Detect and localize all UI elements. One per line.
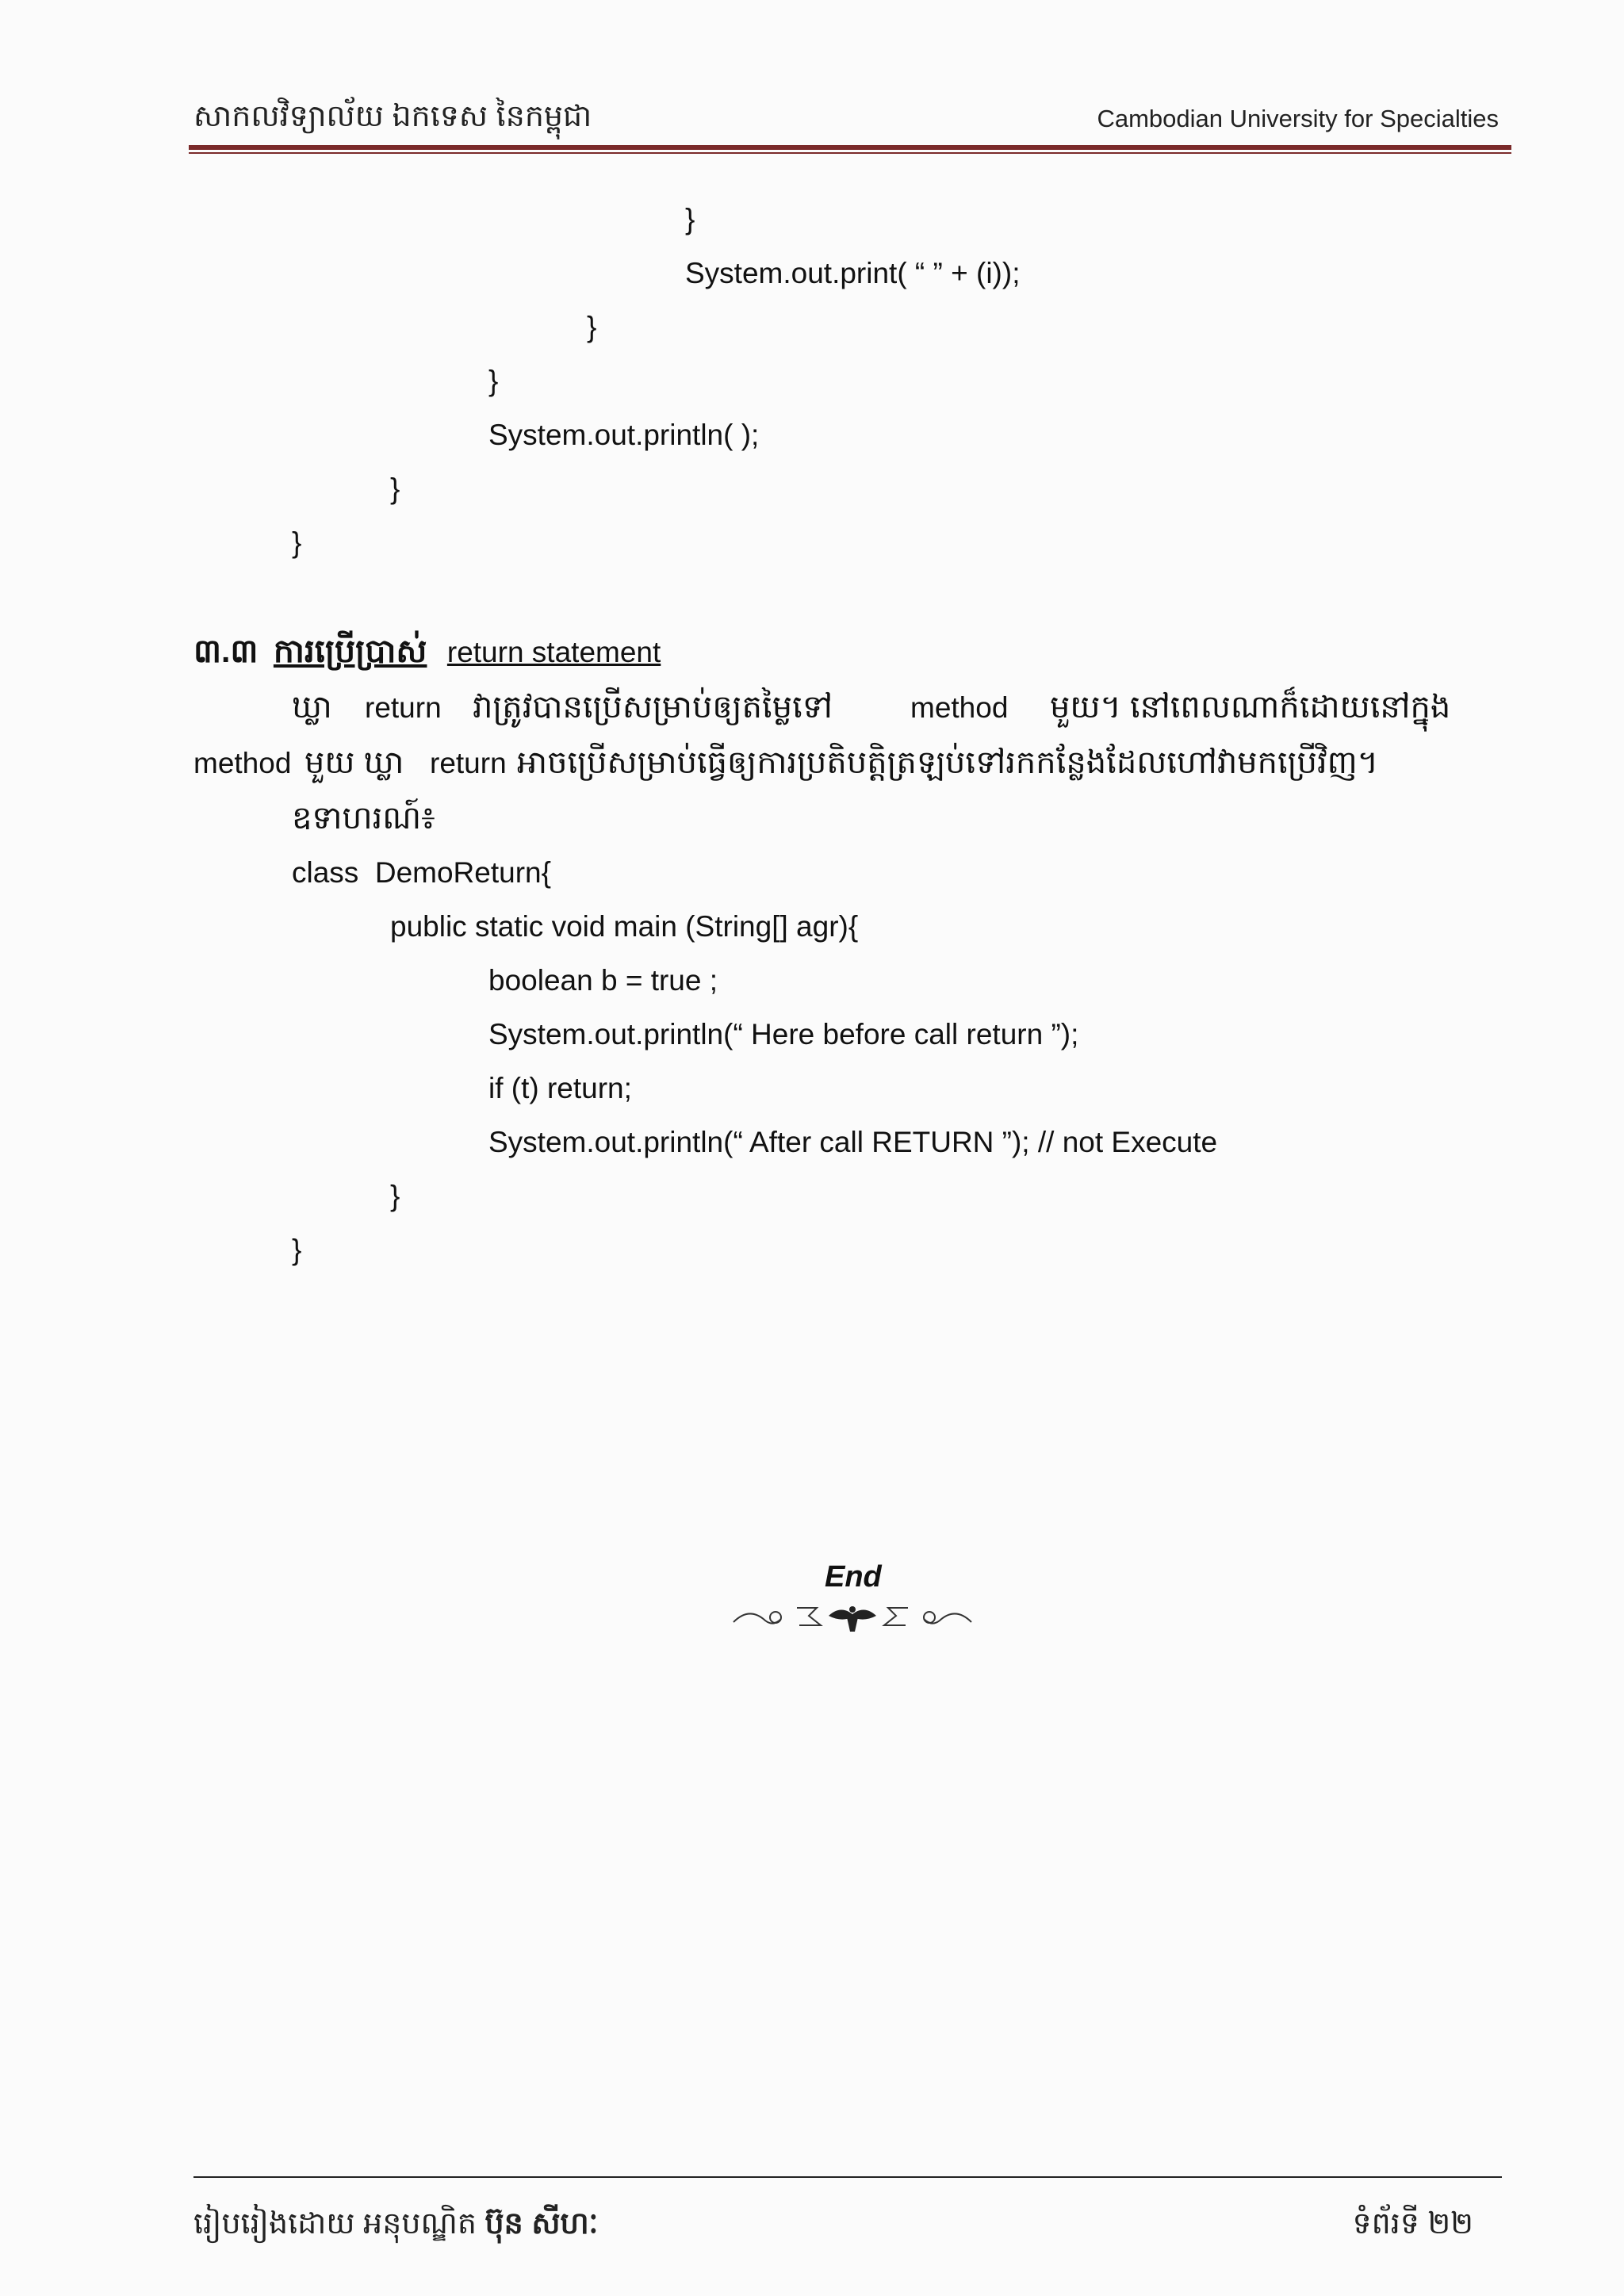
paragraph-text: return bbox=[365, 691, 442, 724]
code-line: } bbox=[685, 203, 695, 235]
code-line: System.out.println(“ After call RETURN ”); // not Execute bbox=[488, 1126, 1218, 1158]
header-university-en: Cambodian University for Specialties bbox=[1097, 105, 1499, 132]
paragraph-text: method bbox=[193, 747, 292, 779]
header-rule-thin bbox=[189, 152, 1511, 154]
footer-rule bbox=[193, 2176, 1502, 2178]
paragraph-text: អាចប្រើសម្រាប់ធ្វើឲ្យការប្រតិបត្តិត្រឡប់ទៅរកកន្លែងដែលហៅវាមកប្រើវិញ។ bbox=[517, 745, 1379, 780]
footer-author bbox=[193, 2204, 598, 2248]
footer-author-name: ប៊ុន សីហៈ bbox=[485, 2207, 599, 2241]
section-number: ៣.៣ bbox=[193, 633, 259, 669]
example-label: ឧទាហរណ៍៖ bbox=[292, 801, 435, 836]
paragraph-text: មួយ ឃ្លា bbox=[304, 745, 404, 780]
paragraph-text: មួយ។ នៅពេលណាក៏ដោយនៅក្នុង bbox=[1050, 690, 1451, 725]
code-line: System.out.println( ); bbox=[488, 419, 760, 451]
section-title-en: return statement bbox=[446, 636, 661, 668]
code-line: System.out.println(“ Here before call return ”); bbox=[488, 1018, 1079, 1050]
decorative-divider-icon bbox=[730, 1598, 975, 1635]
code-line: } bbox=[390, 1180, 400, 1212]
end-label: End bbox=[825, 1560, 882, 1594]
code-line: boolean b = true ; bbox=[488, 964, 718, 997]
section-title-km: ការប្រើប្រាស់ bbox=[273, 633, 427, 669]
paragraph-text: method bbox=[910, 691, 1009, 724]
section-heading bbox=[193, 631, 661, 679]
paragraph-text: ឃ្លា bbox=[292, 690, 332, 725]
page-number: ទំព័រទី ២២ bbox=[1352, 2207, 1473, 2241]
code-line: } bbox=[292, 526, 302, 559]
code-line: public static void main (String[] agr){ bbox=[390, 910, 859, 943]
paragraph-text: return bbox=[430, 747, 507, 779]
code-line: } bbox=[488, 365, 499, 397]
header-university-km: សាកលវិទ្យាល័យ ឯកទេស នៃកម្ពុជា bbox=[193, 100, 592, 133]
footer-prefix: រៀបរៀងដោយ អនុបណ្ឌិត bbox=[193, 2207, 477, 2241]
header-rule bbox=[189, 145, 1511, 150]
code-line: if (t) return; bbox=[488, 1072, 632, 1104]
code-line: } bbox=[390, 473, 400, 505]
code-line: class DemoReturn{ bbox=[292, 856, 551, 889]
code-line: } bbox=[587, 311, 597, 343]
code-line: } bbox=[292, 1234, 302, 1266]
code-line: System.out.print( “ ” + (i)); bbox=[685, 257, 1021, 289]
paragraph-text: វាត្រូវបានប្រើសម្រាប់ឲ្យតម្លៃទៅ bbox=[473, 690, 833, 725]
